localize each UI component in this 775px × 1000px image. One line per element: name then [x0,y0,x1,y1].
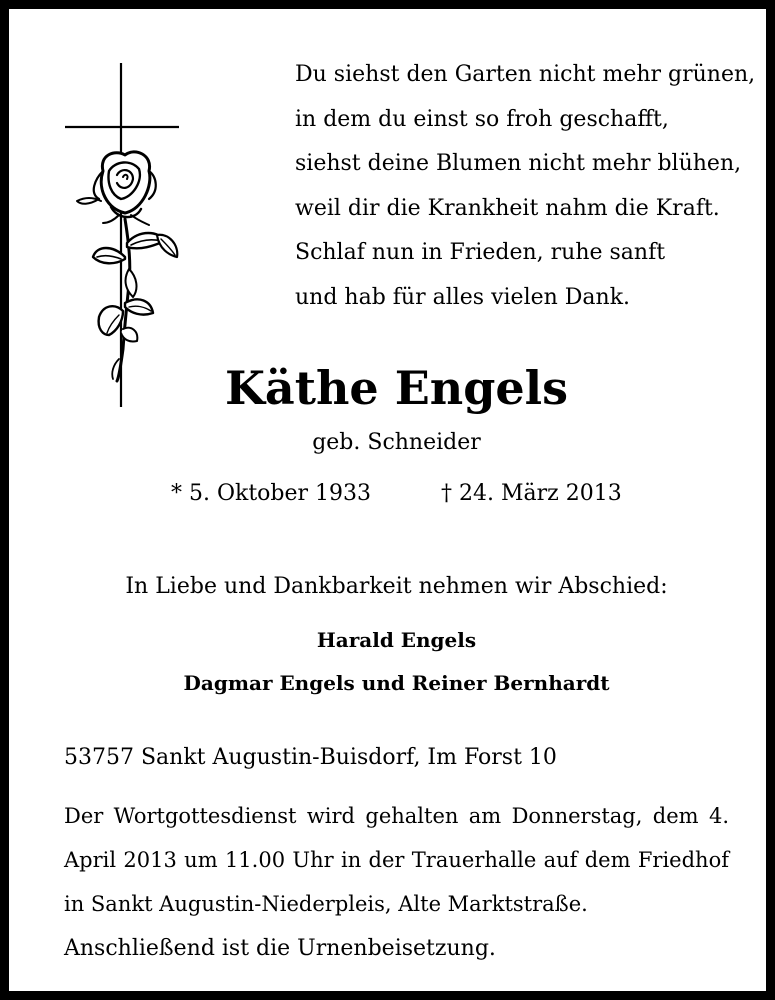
deceased-name: Käthe Engels [224,361,569,415]
verse-line: Du siehst den Garten nicht mehr grünen, [295,62,756,87]
death-date: † 24. März 2013 [441,481,622,506]
birth-date: * 5. Oktober 1933 [171,481,372,506]
verse-line: in dem du einst so froh geschafft, [295,106,669,132]
verse-line: und hab für alles vielen Dank. [295,284,631,310]
farewell-line: In Liebe und Dankbarkeit nehmen wir Abschied: [125,574,668,599]
rose-icon [77,152,177,381]
verse-line: weil dir die Krankheit nahm die Kraft. [295,195,720,221]
memorial-verse [295,53,755,320]
maiden-name: geb. Schneider [312,430,481,455]
verse-line: Schlaf nun in Frieden, ruhe sanft [295,240,666,265]
mourner-name: Dagmar Engels und Reiner Bernhardt [183,671,610,695]
mourner-name: Harald Engels [316,628,477,652]
verse-line: siehst deine Blumen nicht mehr blühen, [295,151,742,176]
address: 53757 Sankt Augustin-Buisdorf, Im Forst 10 [64,745,557,770]
burial-notice: Anschließend ist die Urnenbeisetzung. [64,936,496,961]
service-notice: Der Wortgottesdienst wird gehalten am Donnerstag, dem 4. April 2013 um 11.00 Uhr in der Trauerhalle auf dem Friedhof in Sankt Augustin-Niederpleis, Alte Marktstraße. [64,804,729,916]
